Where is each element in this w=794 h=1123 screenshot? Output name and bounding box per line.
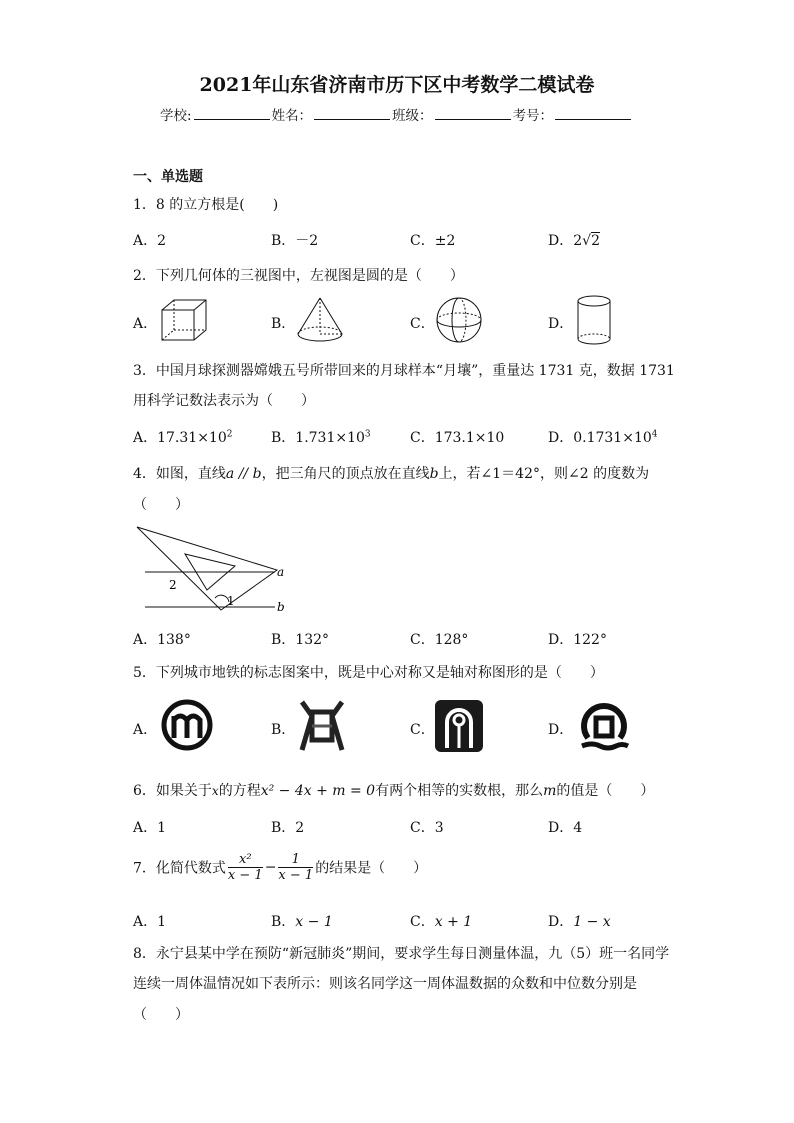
q3-option-b-label: B．1.731×10 [271, 430, 365, 446]
name-blank[interactable] [314, 107, 390, 120]
q7-option-c[interactable] [410, 911, 472, 931]
q3-option-a[interactable] [133, 427, 232, 447]
q3-option-c[interactable] [410, 427, 504, 447]
q3-option-a-label: A．17.31×10 [133, 430, 227, 446]
sqrt-symbol: √ [582, 233, 592, 249]
exponent: 3 [364, 429, 371, 440]
q7-text-1: 7．化简代数式 [133, 860, 226, 877]
fraction-2-denominator: x − 1 [278, 868, 314, 883]
cube-figure [160, 298, 210, 344]
q6-option-c[interactable]: C．3 [410, 820, 444, 836]
q7-option-d-label: D． [548, 914, 574, 930]
q7-option-b-math: x − 1 [295, 914, 333, 930]
minus-sign: − [264, 859, 277, 876]
q4-text-2: ，把三角尺的顶点放在直线 [261, 466, 430, 482]
question-8-stem-line1: 8．永宁县某中学在预防“新冠肺炎”期间，要求学生每日测量体温，九（5）班一名同学 [133, 946, 670, 962]
q2-option-a[interactable]: A． [133, 316, 158, 332]
cone-figure [296, 296, 346, 344]
name-label: 姓名： [271, 108, 313, 124]
question-6-stem [133, 780, 654, 800]
metro-logo-d-icon [576, 698, 632, 754]
q2-option-b[interactable]: B． [271, 316, 296, 332]
question-4-stem-line2: （ ） [133, 497, 189, 513]
q7-option-b-label: B． [271, 914, 296, 930]
question-1-stem: 1．8 的立方根是( ) [133, 197, 279, 213]
fraction-1-denominator: x − 1 [227, 868, 263, 883]
q1-option-c[interactable]: C．±2 [410, 233, 456, 249]
q5-option-d[interactable]: D． [548, 722, 574, 738]
q3-option-c-label: C．173.1×10 [410, 430, 505, 446]
q1-option-d-label: D．2 [548, 233, 583, 249]
q4-option-c[interactable]: C．128° [410, 632, 469, 648]
q7-option-b[interactable] [271, 911, 333, 931]
q4-option-d[interactable]: D．122° [548, 632, 607, 648]
q6-option-b[interactable]: B．2 [271, 820, 305, 836]
line-label-b: b [277, 600, 285, 614]
q1-option-b[interactable]: B．－2 [271, 233, 319, 249]
line-label-a: a [277, 565, 285, 579]
class-blank[interactable] [435, 107, 511, 120]
q7-option-d[interactable] [548, 911, 611, 931]
fraction-1 [228, 852, 263, 883]
page-title: 2021年山东省济南市历下区中考数学二模试卷 [199, 74, 595, 96]
q3-option-d-label: D．0.1731×10 [548, 430, 652, 446]
number-blank[interactable] [555, 107, 631, 120]
exponent: 2 [226, 429, 233, 440]
q4-math-b: b [429, 466, 439, 482]
q5-option-b[interactable]: B． [271, 722, 296, 738]
question-4-stem-line1 [133, 463, 649, 483]
school-blank[interactable] [194, 107, 270, 120]
q6-option-a[interactable]: A．1 [133, 820, 167, 836]
school-label: 学校: [160, 108, 192, 124]
question-3-stem-line1: 3．中国月球探测器嫦娥五号所带回来的月球样本“月壤”，重量达 1731 克，数据 1731 [133, 363, 675, 379]
metro-logo-a-icon [160, 698, 216, 754]
question-7-stem [133, 852, 427, 883]
fraction-2-numerator: 1 [278, 852, 313, 868]
q1-option-a[interactable]: A．2 [133, 233, 167, 249]
fraction-1-numerator: x² [228, 852, 263, 868]
question-3-stem-line2: 用科学记数法表示为（ ） [133, 393, 315, 409]
q7-option-a[interactable]: A．1 [133, 914, 167, 930]
q5-option-c[interactable]: C． [410, 722, 435, 738]
sphere-figure [436, 297, 484, 345]
number-label: 考号： [512, 108, 554, 124]
cylinder-figure [576, 294, 616, 348]
q4-option-a[interactable]: A．138° [133, 632, 191, 648]
section-heading: 一、单选题 [133, 169, 203, 185]
q1-option-d[interactable] [548, 230, 600, 250]
q7-option-c-math: x + 1 [434, 914, 473, 930]
triangle-ruler-figure [135, 522, 295, 614]
q2-option-d[interactable]: D． [548, 316, 574, 332]
angle-label-1: 1 [227, 594, 235, 608]
fraction-2 [278, 852, 313, 883]
question-5-stem: 5．下列城市地铁的标志图案中，既是中心对称又是轴对称图形的是（ ） [133, 665, 604, 681]
q6-text-4: 的值是（ ） [556, 783, 655, 799]
sqrt-radicand: 2 [591, 233, 600, 249]
q3-option-d[interactable] [548, 427, 658, 447]
q7-option-d-math: 1 − x [573, 914, 611, 930]
q6-text-3: 有两个相等的实数根，那么 [375, 783, 544, 799]
q6-text-2: 的方程 [218, 783, 261, 799]
q4-text-1: 4．如图，直线 [133, 466, 226, 482]
q2-option-c[interactable]: C． [410, 316, 435, 332]
metro-logo-c-icon [433, 698, 485, 754]
question-2-stem: 2．下列几何体的三视图中，左视图是圆的是（ ） [133, 268, 464, 284]
student-info-line [160, 104, 633, 124]
class-label: 班级： [392, 108, 433, 124]
angle-label-2: 2 [169, 578, 177, 592]
q7-option-c-label: C． [410, 914, 435, 930]
q3-option-b[interactable] [271, 427, 371, 447]
question-8-stem-line2: 连续一周体温情况如下表所示：则该名同学这一周体温数据的众数和中位数分别是 [133, 976, 637, 992]
q6-math-equation: x² − 4x + m = 0 [260, 783, 376, 799]
q6-math-m: m [543, 783, 557, 799]
q5-option-a[interactable]: A． [133, 722, 158, 738]
q7-text-2: 的结果是（ ） [315, 860, 428, 877]
q6-option-d[interactable]: D．4 [548, 820, 583, 836]
q4-option-b[interactable]: B．132° [271, 632, 330, 648]
q6-text-1: 6．如果关于 [133, 783, 212, 799]
q4-text-3: 上，若∠1＝42°，则∠2 的度数为 [438, 466, 650, 482]
q4-math-ab: a // b [225, 466, 262, 482]
q6-math-x: x [211, 784, 219, 798]
metro-logo-b-icon [296, 698, 348, 754]
exponent: 4 [651, 429, 658, 440]
question-8-stem-line3: （ ） [133, 1007, 189, 1023]
